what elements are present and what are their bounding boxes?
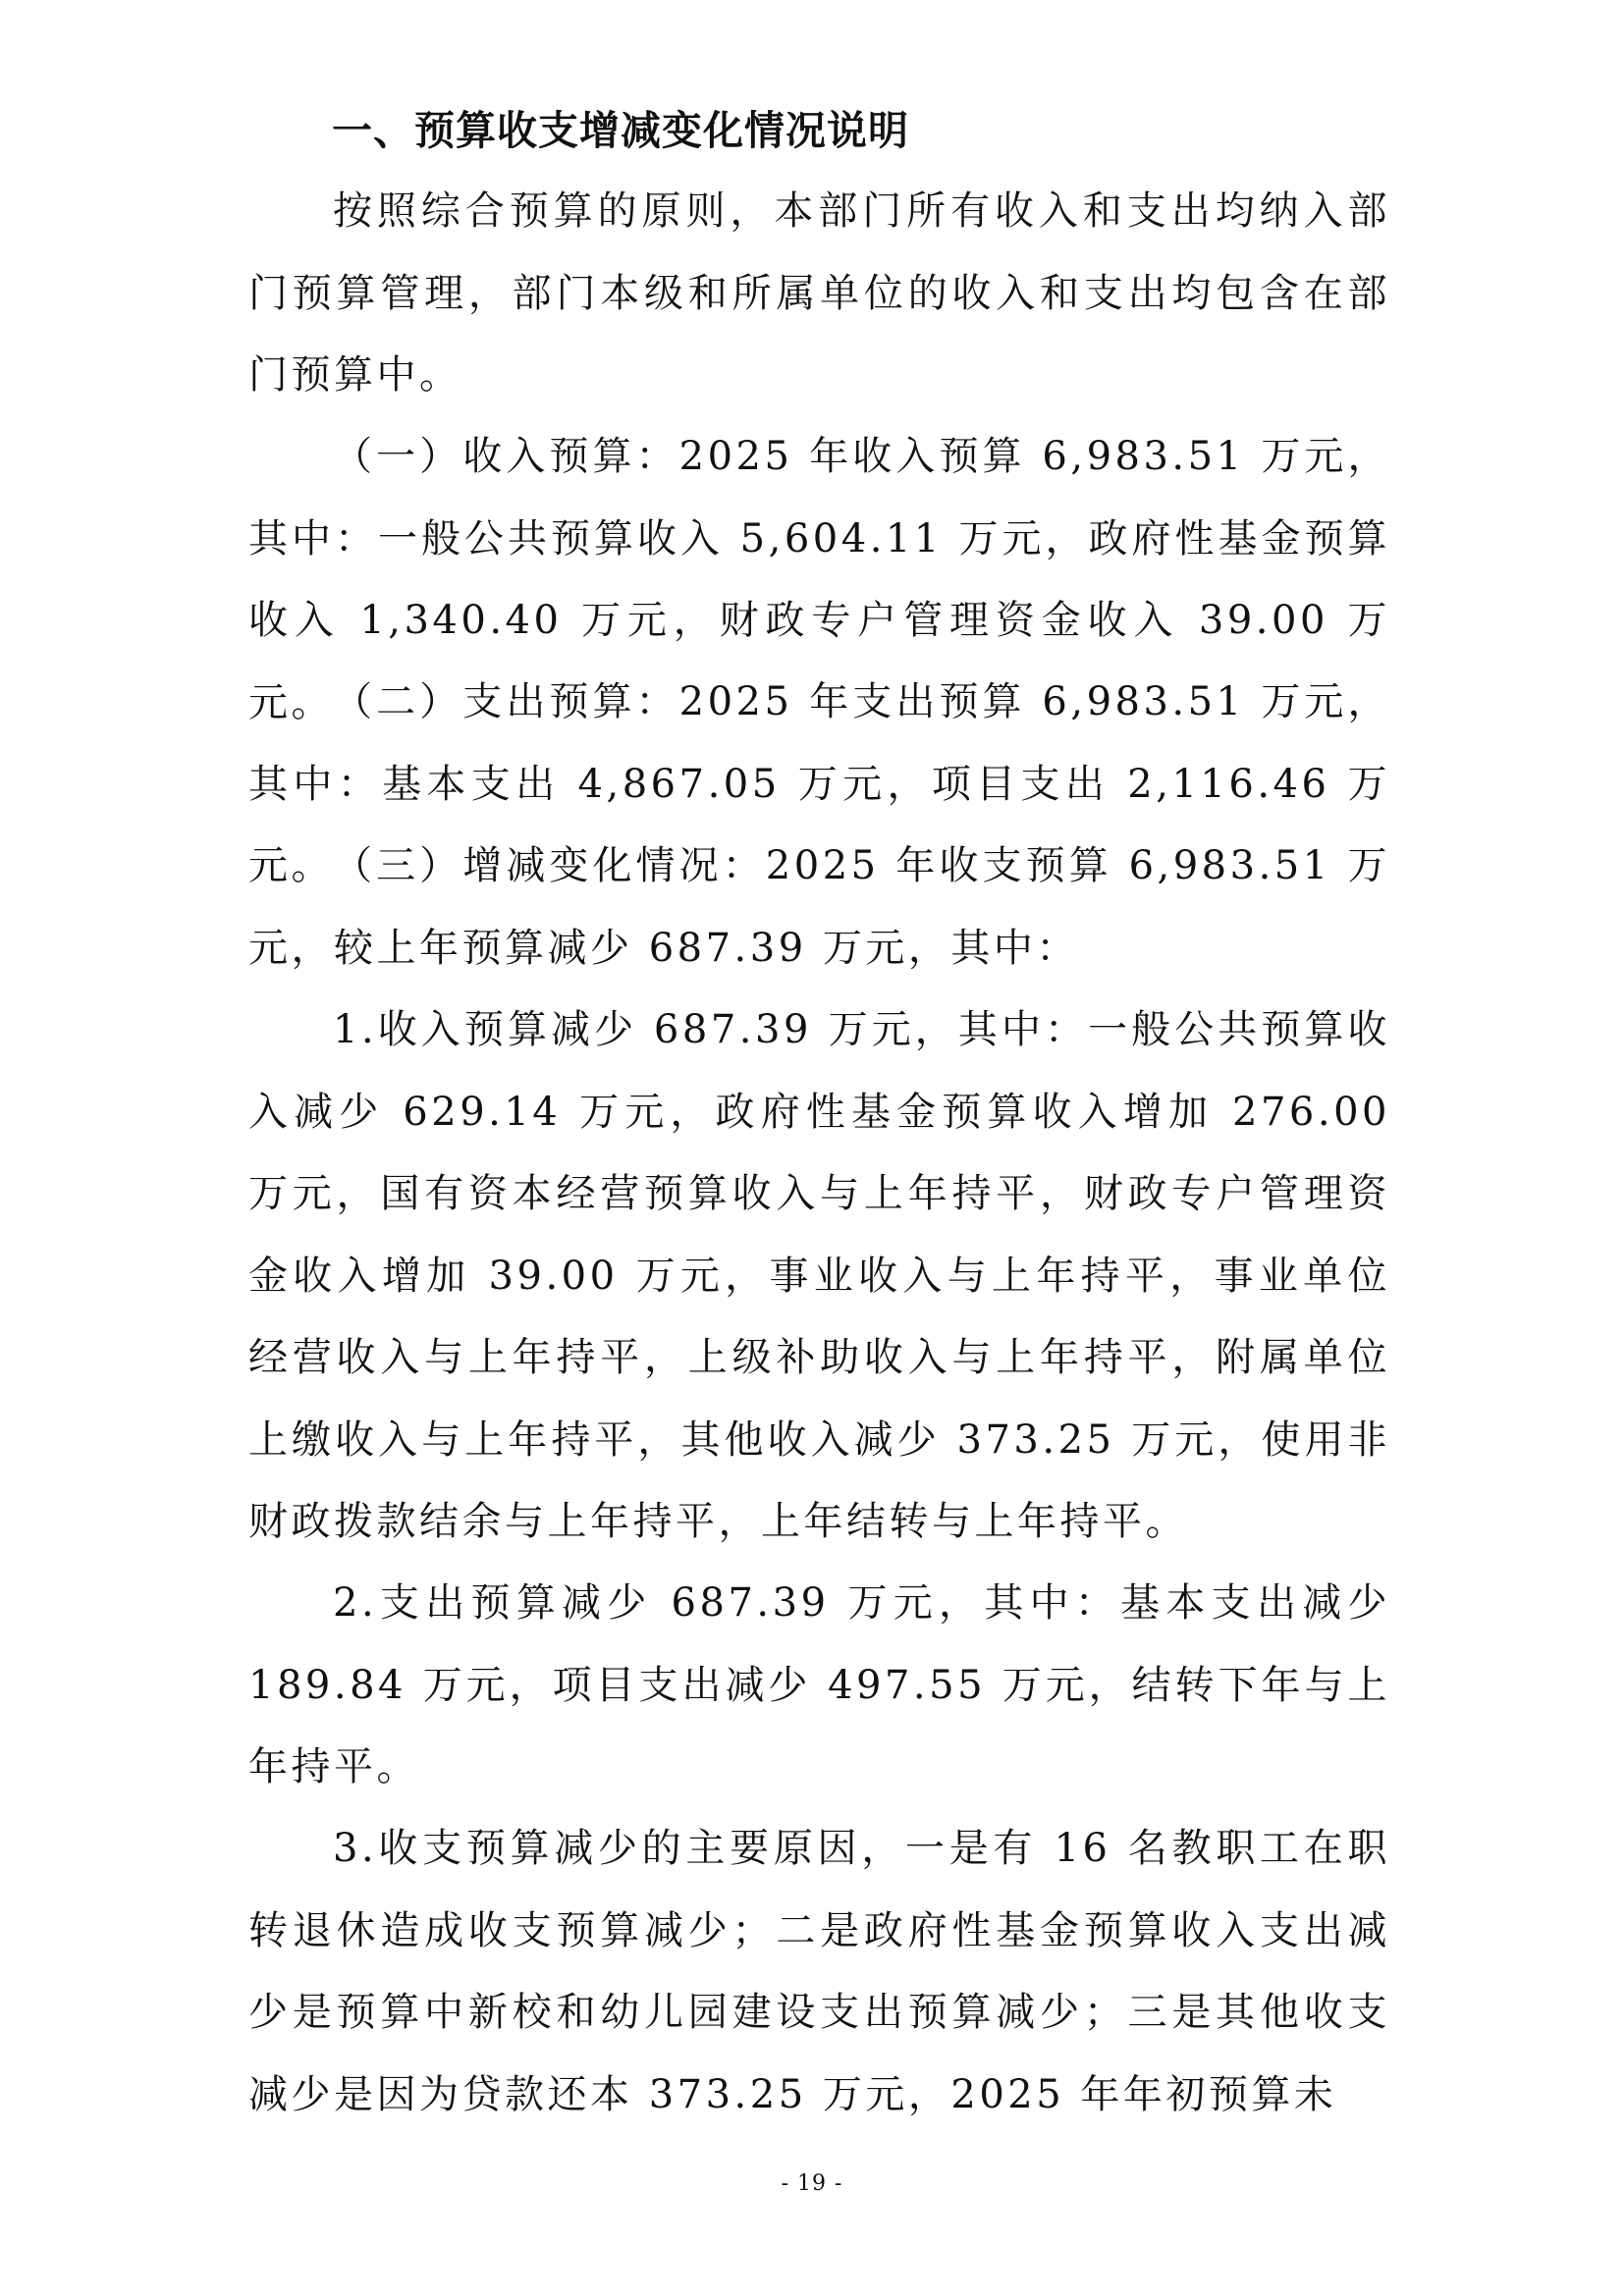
section-heading: 一、预算收支增减变化情况说明 — [332, 107, 909, 154]
paragraph-income-budget: （一）收入预算：2025 年收入预算 6,983.51 万元，其中：一般公共预算收入 5,604.11 万元，政府性基金预算收入 1,340.40 万元，财政专户管理资金收入 39.00 万元。 — [248, 434, 1390, 725]
page-number: - 19 - — [781, 2171, 843, 2196]
paragraph-decrease-reasons: 3.收支预算减少的主要原因，一是有 16 名教职工在职转退休造成收支预算减少；二是政府性基金预算收入支出减少是预算中新校和幼儿园建设支出预算减少；三是其他收支减少是因为贷款还本 373.25 万元，2025 年年初预算未 — [248, 1826, 1390, 2117]
paragraph-expenditure-budget: （二）支出预算：2025 年支出预算 6,983.51 万元，其中：基本支出 4,867.05 万元，项目支出 2,116.46 万元。 — [248, 679, 1390, 888]
paragraph-income-decrease: 1.收入预算减少 687.39 万元，其中：一般公共预算收入减少 629.14 万元，政府性基金预算收入增加 276.00 万元，国有资本经营预算收入与上年持平，财政专户管理资金收入增加 39.00 万元，事业收入与上年持平，事业单位经营收入与上年持平，上级补助收入与上年持平，附属单位上缴收入与上年持平，其他收入减少 373.25 万元，使用非财政拨款结余与上年持平，上年结转与上年持平。 — [248, 1007, 1390, 1544]
paragraph-comprehensive-budget: 按照综合预算的原则，本部门所有收入和支出均纳入部门预算管理，部门本级和所属单位的收入和支出均包含在部门预算中。 — [248, 188, 1390, 398]
paragraph-change-summary: （三）增减变化情况：2025 年收支预算 6,983.51 万元，较上年预算减少 687.39 万元，其中： — [248, 843, 1390, 971]
paragraph-expenditure-decrease: 2.支出预算减少 687.39 万元，其中：基本支出减少 189.84 万元，项目支出减少 497.55 万元，结转下年与上年持平。 — [248, 1580, 1390, 1789]
